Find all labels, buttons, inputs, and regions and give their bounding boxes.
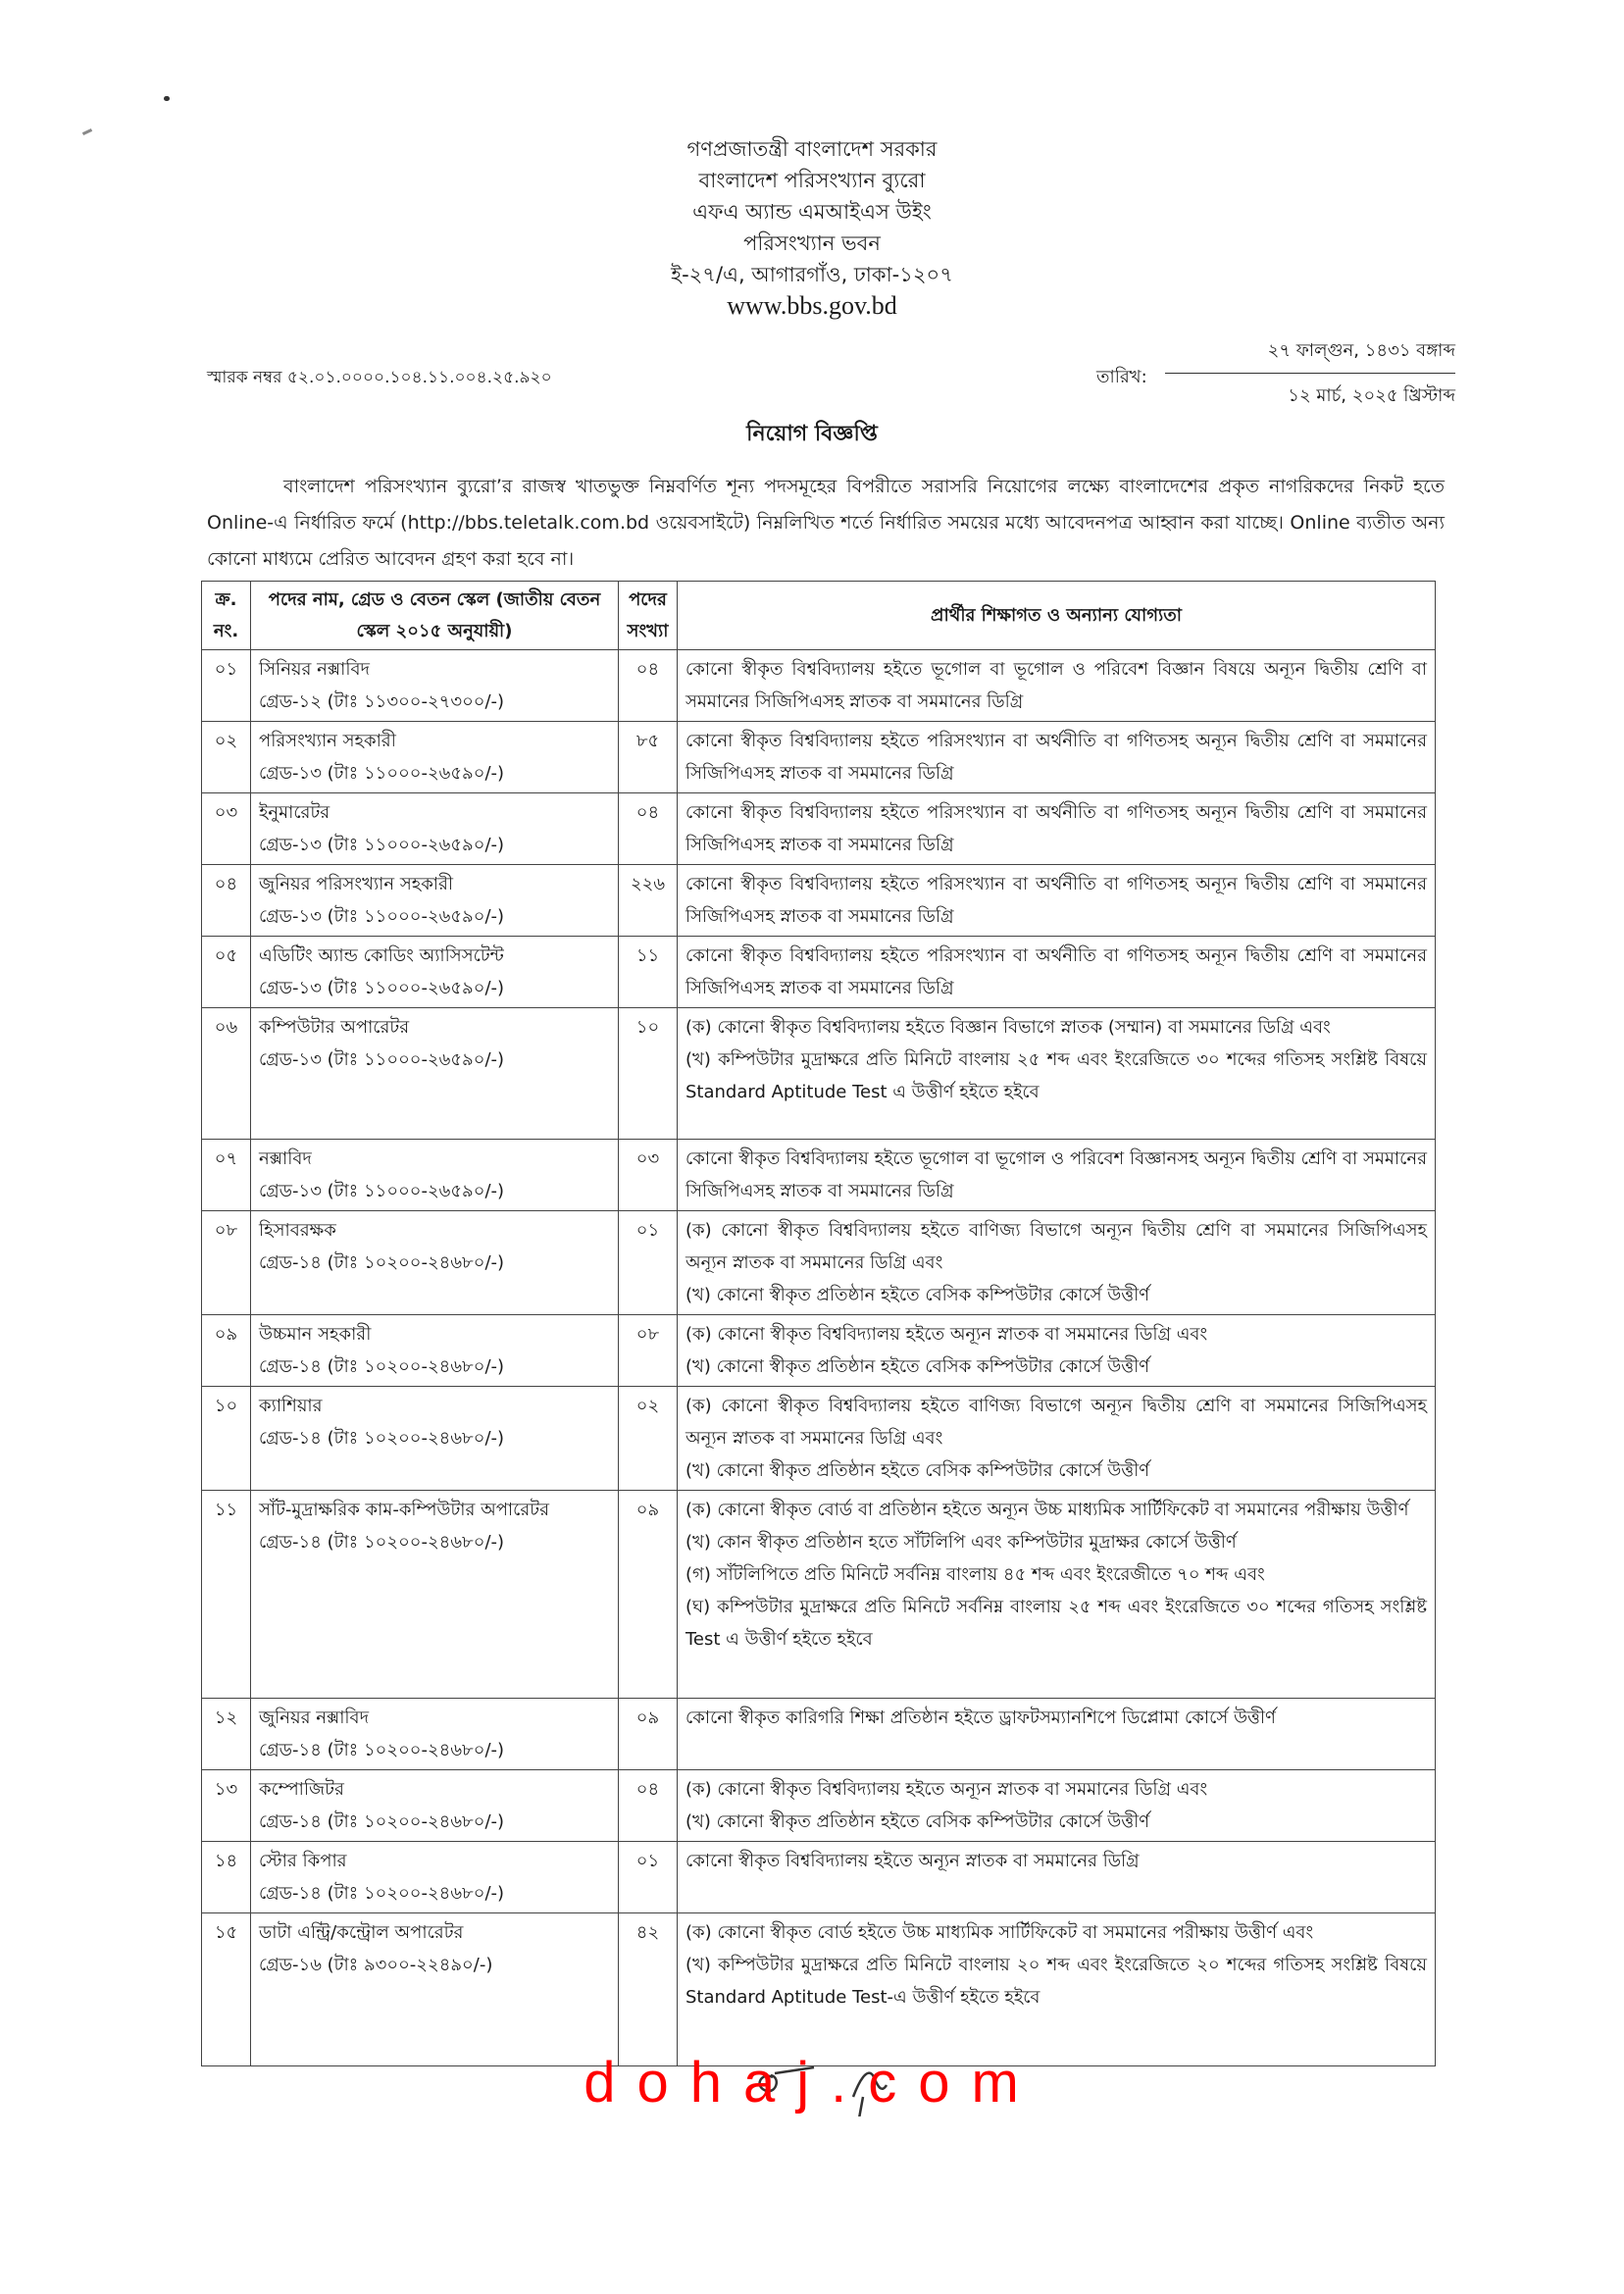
row-qualification xyxy=(678,1699,1436,1770)
qualification-item: কোনো স্বীকৃত বিশ্ববিদ্যালয় হইতে পরিসংখ্যান বা অর্থনীতি বা গণিতসহ অন্যূন দ্বিতীয় শ্রেণি বা সমমানের সিজিপিএসহ স্নাতক বা সমমানের ডিগ্রি xyxy=(685,802,1427,855)
row-qualification xyxy=(678,937,1436,1008)
qualification-item: কোনো স্বীকৃত বিশ্ববিদ্যালয় হইতে অন্যূন স্নাতক বা সমমানের ডিগ্রি xyxy=(685,1851,1140,1871)
post-grade: গ্রেড-১৪ (টাঃ ১০২০০-২৪৬৮০/-) xyxy=(259,1811,505,1832)
scan-speck xyxy=(164,96,170,101)
date-block xyxy=(1165,336,1455,412)
table-row xyxy=(202,1387,1436,1491)
row-post xyxy=(251,865,619,937)
row-serial: ১৩ xyxy=(202,1770,251,1842)
row-post xyxy=(251,1387,619,1491)
memo-reference: স্মারক নম্বর ৫২.০১.০০০০.১০৪.১১.০০৪.২৫.৯২০ xyxy=(207,368,552,387)
table-row xyxy=(202,1491,1436,1699)
intro-paragraph xyxy=(207,469,1445,578)
row-qualification xyxy=(678,1387,1436,1491)
table-row xyxy=(202,1770,1436,1842)
table-row xyxy=(202,937,1436,1008)
row-count: ১১ xyxy=(619,937,678,1008)
post-grade: গ্রেড-১৩ (টাঃ ১১০০০-২৬৫৯০/-) xyxy=(259,1181,505,1201)
letterhead-website[interactable]: www.bbs.gov.bd xyxy=(727,291,897,320)
qualification-item: (ঘ) কম্পিউটার মুদ্রাক্ষরে প্রতি মিনিটে সর্বনিম্ন বাংলায় ২৫ শব্দ এবং ইংরেজিতে ৩০ শব্দের গতিসহ সংশ্লিষ্ট Test এ উত্তীর্ণ হইতে হইবে xyxy=(685,1597,1427,1650)
post-name: সাঁট-মুদ্রাক্ষরিক কাম-কম্পিউটার অপারেটর xyxy=(259,1500,549,1520)
row-qualification xyxy=(678,722,1436,793)
qualification-item: (ক) কোনো স্বীকৃত বিশ্ববিদ্যালয় হইতে বিজ্ঞান বিভাগে স্নাতক (সম্মান) বা সমমানের ডিগ্রি এবং xyxy=(685,1017,1331,1038)
date-label: তারিখ: xyxy=(1096,367,1147,387)
post-grade: গ্রেড-১৪ (টাঃ ১০২০০-২৪৬৮০/-) xyxy=(259,1428,505,1449)
post-grade: গ্রেড-১৩ (টাঃ ১১০০০-২৬৫৯০/-) xyxy=(259,1049,505,1070)
row-qualification xyxy=(678,1770,1436,1842)
post-grade: গ্রেড-১৪ (টাঃ ১০২০০-২৪৬৮০/-) xyxy=(259,1883,505,1904)
qualification-item: কোনো স্বীকৃত বিশ্ববিদ্যালয় হইতে ভূগোল বা ভূগোল ও পরিবেশ বিজ্ঞানসহ অন্যূন দ্বিতীয় শ্রেণি বা সমমানের সিজিপিএসহ স্নাতক বা সমমানের ডিগ্রি xyxy=(685,1148,1427,1201)
posts-table xyxy=(201,581,1436,2066)
row-qualification xyxy=(678,1491,1436,1699)
row-serial: ০৪ xyxy=(202,865,251,937)
qualification-item: (খ) কোনো স্বীকৃত প্রতিষ্ঠান হইতে বেসিক কম্পিউটার কোর্সে উত্তীর্ণ xyxy=(685,1356,1150,1377)
post-grade: গ্রেড-১৩ (টাঃ ১১০০০-২৬৫৯০/-) xyxy=(259,906,505,927)
post-grade: গ্রেড-১৪ (টাঃ ১০২০০-২৪৬৮০/-) xyxy=(259,1532,505,1553)
row-serial: ০১ xyxy=(202,650,251,722)
row-post xyxy=(251,1770,619,1842)
post-name: সিনিয়র নক্সাবিদ xyxy=(259,659,370,680)
row-qualification xyxy=(678,650,1436,722)
row-count: ০৮ xyxy=(619,1315,678,1387)
row-qualification xyxy=(678,1315,1436,1387)
header-qualification: প্রার্থীর শিক্ষাগত ও অন্যান্য যোগ্যতা xyxy=(678,582,1436,650)
qualification-item: (খ) কোনো স্বীকৃত প্রতিষ্ঠান হইতে বেসিক কম্পিউটার কোর্সে উত্তীর্ণ xyxy=(685,1460,1150,1481)
table-row xyxy=(202,1211,1436,1315)
qualification-item: (ক) কোনো স্বীকৃত বোর্ড হইতে উচ্চ মাধ্যমিক সার্টিফিকেট বা সমমানের পরীক্ষায় উত্তীর্ণ এবং xyxy=(685,1922,1314,1943)
post-name: এডিটিং অ্যান্ড কোডিং অ্যাসিসটেন্ট xyxy=(259,945,504,966)
post-name: জুনিয়র নক্সাবিদ xyxy=(259,1708,370,1728)
row-count: ০৩ xyxy=(619,1140,678,1211)
qualification-item: কোনো স্বীকৃত বিশ্ববিদ্যালয় হইতে পরিসংখ্যান বা অর্থনীতি বা গণিতসহ অন্যূন দ্বিতীয় শ্রেণি বা সমমানের সিজিপিএসহ স্নাতক বা সমমানের ডিগ্রি xyxy=(685,945,1427,998)
post-grade: গ্রেড-১৪ (টাঃ ১০২০০-২৪৬৮০/-) xyxy=(259,1252,505,1273)
qualification-item: (ক) কোনো স্বীকৃত বিশ্ববিদ্যালয় হইতে অন্যূন স্নাতক বা সমমানের ডিগ্রি এবং xyxy=(685,1324,1208,1345)
row-count: ০৯ xyxy=(619,1699,678,1770)
watermark: dohaj.com xyxy=(584,2051,1040,2115)
qualification-item: কোনো স্বীকৃত বিশ্ববিদ্যালয় হইতে ভূগোল বা ভূগোল ও পরিবেশ বিজ্ঞান বিষয়ে অন্যূন দ্বিতীয় শ্রেণি বা সমমানের সিজিপিএসহ স্নাতক বা সমমানের ডিগ্রি xyxy=(685,659,1427,712)
row-serial: ০৯ xyxy=(202,1315,251,1387)
row-qualification xyxy=(678,1140,1436,1211)
post-grade: গ্রেড-১৩ (টাঃ ১১০০০-২৬৫৯০/-) xyxy=(259,763,505,784)
table-row xyxy=(202,1842,1436,1913)
row-qualification xyxy=(678,793,1436,865)
letterhead-address: ই-২৭/এ, আগারগাঁও, ঢাকা-১২০৭ xyxy=(671,263,953,286)
row-count: ০১ xyxy=(619,1211,678,1315)
notice-title: নিয়োগ বিজ্ঞপ্তি xyxy=(746,422,878,446)
row-qualification xyxy=(678,1211,1436,1315)
row-post xyxy=(251,1699,619,1770)
row-count: ০৪ xyxy=(619,650,678,722)
table-row xyxy=(202,1008,1436,1140)
table-row xyxy=(202,865,1436,937)
post-grade: গ্রেড-১৪ (টাঃ ১০২০০-২৪৬৮০/-) xyxy=(259,1740,505,1760)
post-name: হিসাবরক্ষক xyxy=(259,1220,336,1241)
qualification-item: (ক) কোনো স্বীকৃত বিশ্ববিদ্যালয় হইতে অন্যূন স্নাতক বা সমমানের ডিগ্রি এবং xyxy=(685,1779,1208,1800)
table-row xyxy=(202,722,1436,793)
row-post xyxy=(251,650,619,722)
row-post xyxy=(251,1491,619,1699)
row-serial: ০২ xyxy=(202,722,251,793)
table-header-row xyxy=(202,582,1436,650)
letterhead xyxy=(0,133,1624,322)
row-post xyxy=(251,937,619,1008)
row-serial: ১১ xyxy=(202,1491,251,1699)
letterhead-wing: এফএ অ্যান্ড এমআইএস উইং xyxy=(692,200,932,224)
post-grade: গ্রেড-১২ (টাঃ ১১৩০০-২৭৩০০/-) xyxy=(259,691,505,712)
post-name: নক্সাবিদ xyxy=(259,1148,312,1169)
row-serial: ১৪ xyxy=(202,1842,251,1913)
row-post xyxy=(251,1211,619,1315)
row-count: ১০ xyxy=(619,1008,678,1140)
row-count: ০৪ xyxy=(619,1770,678,1842)
row-post xyxy=(251,793,619,865)
row-count: ৮৫ xyxy=(619,722,678,793)
row-qualification xyxy=(678,865,1436,937)
header-serial: ক্র. নং. xyxy=(202,582,251,650)
row-count: ০১ xyxy=(619,1842,678,1913)
header-count: পদের সংখ্যা xyxy=(619,582,678,650)
post-name: ইনুমারেটর xyxy=(259,802,330,823)
row-post xyxy=(251,1315,619,1387)
letterhead-bureau: বাংলাদেশ পরিসংখ্যান ব্যুরো xyxy=(698,169,926,192)
qualification-item: (খ) কোনো স্বীকৃত প্রতিষ্ঠান হইতে বেসিক কম্পিউটার কোর্সে উত্তীর্ণ xyxy=(685,1285,1150,1305)
row-serial: ১২ xyxy=(202,1699,251,1770)
qualification-item: (ক) কোনো স্বীকৃত বিশ্ববিদ্যালয় হইতে বাণিজ্য বিভাগে অন্যূন দ্বিতীয় শ্রেণি বা সমমানের সিজিপিএসহ অন্যূন স্নাতক বা সমমানের ডিগ্রি এবং xyxy=(685,1220,1427,1273)
table-row xyxy=(202,1140,1436,1211)
qualification-item: কোনো স্বীকৃত বিশ্ববিদ্যালয় হইতে পরিসংখ্যান বা অর্থনীতি বা গণিতসহ অন্যূন দ্বিতীয় শ্রেণি বা সমমানের সিজিপিএসহ স্নাতক বা সমমানের ডিগ্রি xyxy=(685,874,1427,927)
qualification-item: (ক) কোনো স্বীকৃত বিশ্ববিদ্যালয় হইতে বাণিজ্য বিভাগে অন্যূন দ্বিতীয় শ্রেণি বা সমমানের সিজিপিএসহ অন্যূন স্নাতক বা সমমানের ডিগ্রি এবং xyxy=(685,1396,1427,1449)
post-name: উচ্চমান সহকারী xyxy=(259,1324,372,1345)
row-post xyxy=(251,1913,619,2066)
intro-text: বাংলাদেশ পরিসংখ্যান ব্যুরো’র রাজস্ব খাতভুক্ত নিম্নবর্ণিত শূন্য পদসমূহের বিপরীতে সরাসরি নিয়োগের লক্ষ্যে বাংলাদেশের প্রকৃত নাগরিকদের নিকট হতে Online-এ নির্ধারিত ফর্মে (http://bbs.teletalk.com.bd ওয়েবসাইটে) নিম্নলিখিত শর্তে নির্ধারিত সময়ের মধ্যে আবেদনপত্র আহ্বান করা যাচ্ছে। Online ব্যতীত অন্য কোনো মাধ্যমে প্রেরিত আবেদন গ্রহণ করা হবে না। xyxy=(207,476,1445,570)
row-serial: ০৬ xyxy=(202,1008,251,1140)
table-row xyxy=(202,1315,1436,1387)
row-count: ০৪ xyxy=(619,793,678,865)
row-post xyxy=(251,1008,619,1140)
post-grade: গ্রেড-১৩ (টাঃ ১১০০০-২৬৫৯০/-) xyxy=(259,835,505,855)
post-name: জুনিয়র পরিসংখ্যান সহকারী xyxy=(259,874,454,894)
post-grade: গ্রেড-১৪ (টাঃ ১০২০০-২৪৬৮০/-) xyxy=(259,1356,505,1377)
table-row xyxy=(202,793,1436,865)
post-grade: গ্রেড-১৬ (টাঃ ৯৩০০-২২৪৯০/-) xyxy=(259,1955,493,1975)
row-serial: ০৩ xyxy=(202,793,251,865)
table-row xyxy=(202,1699,1436,1770)
row-serial: ০৮ xyxy=(202,1211,251,1315)
row-count: ০৯ xyxy=(619,1491,678,1699)
post-name: ডাটা এন্ট্রি/কন্ট্রোল অপারেটর xyxy=(259,1922,464,1943)
date-gregorian: ১২ মার্চ, ২০২৫ খ্রিস্টাব্দ xyxy=(1288,385,1455,406)
qualification-item: (ক) কোনো স্বীকৃত বোর্ড বা প্রতিষ্ঠান হইতে অন্যূন উচ্চ মাধ্যমিক সার্টিফিকেট বা সমমানের পরীক্ষায় উত্তীর্ণ xyxy=(685,1500,1409,1520)
row-qualification xyxy=(678,1008,1436,1140)
letterhead-government: গণপ্রজাতন্ত্রী বাংলাদেশ সরকার xyxy=(686,137,938,161)
qualification-item: কোনো স্বীকৃত বিশ্ববিদ্যালয় হইতে পরিসংখ্যান বা অর্থনীতি বা গণিতসহ অন্যূন দ্বিতীয় শ্রেণি বা সমমানের সিজিপিএসহ স্নাতক বা সমমানের ডিগ্রি xyxy=(685,731,1427,784)
row-post xyxy=(251,1842,619,1913)
post-name: স্টোর কিপার xyxy=(259,1851,347,1871)
row-serial: ১০ xyxy=(202,1387,251,1491)
row-post xyxy=(251,1140,619,1211)
qualification-item: (খ) কম্পিউটার মুদ্রাক্ষরে প্রতি মিনিটে বাংলায় ২৫ শব্দ এবং ইংরেজিতে ৩০ শব্দের গতিসহ সংশ্লিষ্ট বিষয়ে Standard Aptitude Test এ উত্তীর্ণ হইতে হইবে xyxy=(685,1049,1427,1102)
row-count: ৪২ xyxy=(619,1913,678,2066)
post-name: পরিসংখ্যান সহকারী xyxy=(259,731,396,751)
qualification-item: (খ) কোন স্বীকৃত প্রতিষ্ঠান হতে সাঁটলিপি এবং কম্পিউটার মুদ্রাক্ষর কোর্সে উত্তীর্ণ xyxy=(685,1532,1237,1553)
qualification-item: (গ) সাঁটলিপিতে প্রতি মিনিটে সর্বনিম্ন বাংলায় ৪৫ শব্দ এবং ইংরেজীতে ৭০ শব্দ এবং xyxy=(685,1564,1265,1585)
post-name: কম্পিউটার অপারেটর xyxy=(259,1017,410,1038)
row-count: ০২ xyxy=(619,1387,678,1491)
post-grade: গ্রেড-১৩ (টাঃ ১১০০০-২৬৫৯০/-) xyxy=(259,978,505,998)
date-bangla: ২৭ ফাল্গুন, ১৪৩১ বঙ্গাব্দ xyxy=(1165,336,1455,374)
post-name: কম্পোজিটর xyxy=(259,1779,344,1800)
qualification-item: (খ) কম্পিউটার মুদ্রাক্ষরে প্রতি মিনিটে বাংলায় ২০ শব্দ এবং ইংরেজিতে ২০ শব্দের গতিসহ সংশ্লিষ্ট বিষয়ে Standard Aptitude Test-এ উত্তীর্ণ হইতে হইবে xyxy=(685,1955,1427,2008)
row-serial: ০৭ xyxy=(202,1140,251,1211)
row-count: ২২৬ xyxy=(619,865,678,937)
row-qualification xyxy=(678,1842,1436,1913)
qualification-item: কোনো স্বীকৃত কারিগরি শিক্ষা প্রতিষ্ঠান হইতে ড্রাফটসম্যানশিপে ডিপ্লোমা কোর্সে উত্তীর্ণ xyxy=(685,1708,1276,1728)
letterhead-building: পরিসংখ্যান ভবন xyxy=(743,231,881,255)
table-row xyxy=(202,650,1436,722)
row-serial: ০৫ xyxy=(202,937,251,1008)
row-serial: ১৫ xyxy=(202,1913,251,2066)
post-name: ক্যাশিয়ার xyxy=(259,1396,323,1416)
header-post: পদের নাম, গ্রেড ও বেতন স্কেল (জাতীয় বেতন স্কেল ২০১৫ অনুযায়ী) xyxy=(251,582,619,650)
qualification-item: (খ) কোনো স্বীকৃত প্রতিষ্ঠান হইতে বেসিক কম্পিউটার কোর্সে উত্তীর্ণ xyxy=(685,1811,1150,1832)
row-post xyxy=(251,722,619,793)
